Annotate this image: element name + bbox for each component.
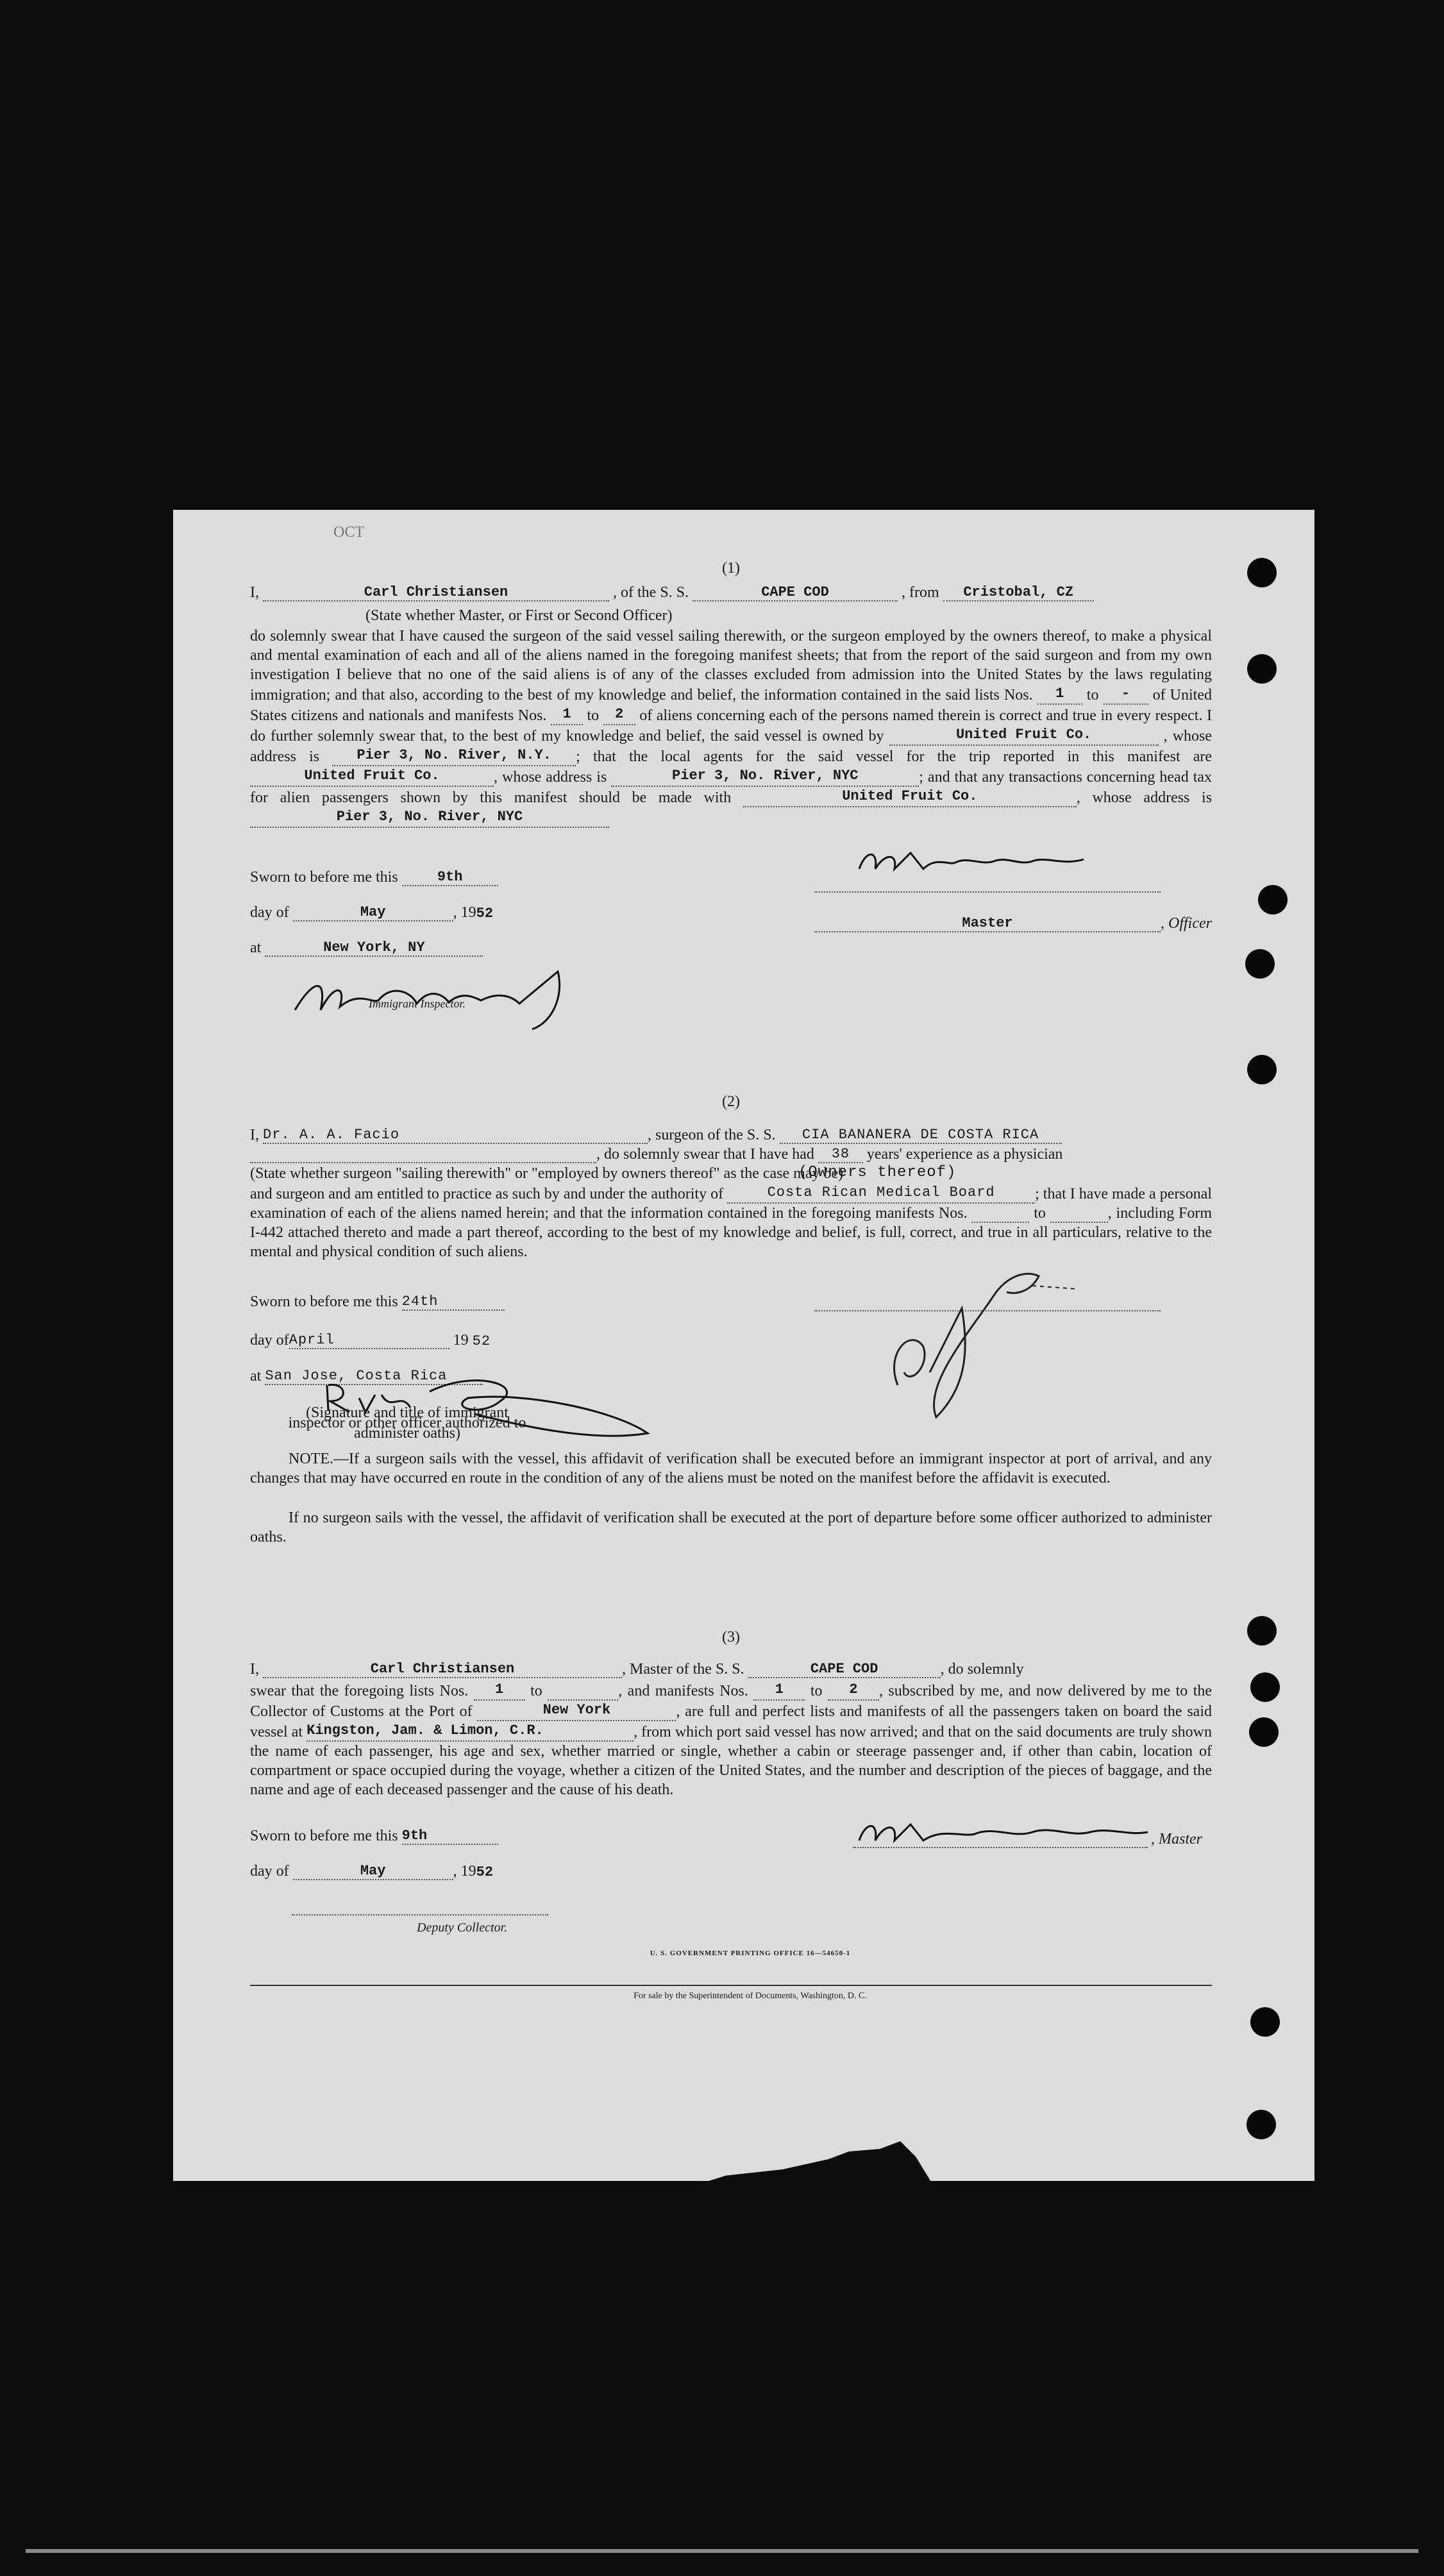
sec1-whose-address-3: , whose address is bbox=[1076, 789, 1213, 806]
sec2-body: and surgeon and am entitled to practice as such by and under the authority of Costa Rican Medical Board ; that I have made a personal examination of each of the aliens named herein; and that the information contained in the foregoing manifests Nos. to , including Form I-442 attached thereto and made a part thereof, according to the best of my knowledge and belief, is full, correct, and true in all particulars, relative to the mental and physical condition of such aliens. bbox=[250, 1184, 1213, 1260]
sec1-owned-by: the said vessel is owned by bbox=[710, 728, 884, 745]
faint-stamp: OCT bbox=[333, 524, 364, 541]
sec3-year-prefix: , 19 bbox=[453, 1863, 476, 1880]
sec2-body-c: foregoing manifests Nos. bbox=[811, 1205, 968, 1222]
sec2-year-prefix: 19 bbox=[453, 1332, 469, 1349]
sec2-years-line bbox=[250, 1146, 1062, 1163]
scan-edge-line bbox=[26, 2549, 1418, 2553]
sec3-ports-from: Kingston, Jam. & Limon, C.R. bbox=[306, 1721, 634, 1742]
sec1-port-from: Cristobal, CZ bbox=[943, 584, 1094, 602]
sec3-vessel: CAPE COD bbox=[748, 1661, 941, 1678]
sec1-oath-line bbox=[250, 584, 1094, 602]
sec2-note-2: If no surgeon sails with the vessel, the affidavit of verification shall be executed at the port of departure before some officer authorized to administer oaths. bbox=[250, 1510, 1212, 1545]
sec1-sworn-label: Sworn to before me this bbox=[250, 869, 398, 886]
sec1-sworn-line bbox=[250, 869, 498, 886]
sec2-blank-line bbox=[250, 1162, 596, 1163]
sec1-man-from: 1 bbox=[551, 705, 583, 725]
section-1-number: (1) bbox=[722, 560, 740, 577]
sec3-body-text: port said vessel has now arrived; and that on the said documents are truly shown the name of each passenger, his age and sex, whether married or single, whether a cabin or steerage passenger and, if other than cabin, location of compartment or space occupied during the voyage, whether a citizen of the United States, and the number and description of the pieces of baggage, and the name and age of each deceased passenger and the cause of his death. bbox=[250, 1724, 1212, 1798]
sec3-solemnly: , do solemnly bbox=[940, 1661, 1024, 1678]
sec2-years: 38 bbox=[818, 1146, 863, 1163]
sec3-date-line bbox=[250, 1863, 493, 1880]
sec2-oath-line bbox=[250, 1127, 1062, 1144]
sec1-agents: United Fruit Co. bbox=[250, 766, 494, 787]
sec2-note-label: NOTE. bbox=[289, 1451, 333, 1467]
sec3-oath-line bbox=[250, 1661, 1024, 1678]
sec3-master-label: , Master bbox=[1151, 1831, 1202, 1848]
sec3-sworn-line bbox=[250, 1828, 498, 1845]
sec1-local-agents: that the local agents for the said vessel for the trip reported in this manifest are bbox=[592, 748, 1213, 765]
punch-hole bbox=[1249, 1717, 1279, 1747]
sec3-year: 52 bbox=[476, 1864, 494, 1880]
sec1-lists-from: 1 bbox=[1037, 684, 1082, 705]
gpo-imprint: U. S. GOVERNMENT PRINTING OFFICE 16—54650-1 bbox=[650, 1949, 851, 1957]
punch-hole bbox=[1245, 949, 1275, 979]
punch-hole bbox=[1250, 2007, 1280, 2037]
sec3-man-from: 1 bbox=[753, 1680, 805, 1701]
sec2-month: April bbox=[289, 1332, 449, 1349]
sec3-delivered: delivered by me to the Collector of Customs at the Port of bbox=[250, 1683, 1213, 1720]
sec3-to-2: to bbox=[810, 1683, 823, 1699]
sec3-from-which: , from which bbox=[634, 1724, 713, 1740]
sec1-body: do solemnly swear that I have caused the surgeon of the said vessel sailing therewith, or the surgeon employed by the owners thereof, to make a physical and mental examination of each and all of the aliens named in the foregoing manifest sheets; that from the report of the said surgeon and from my own investigation I believe that no one of the said aliens is of any of the classes excluded from admission into the United States by the laws regulating immigration; and that also, according to the best of my knowledge and belief, the information contained in the said lists Nos. 1 to - of United States citizens and nationals and manifests Nos. 1 to 2 of aliens concerning each of the persons named therein is correct and true in every respect. I do further solemnly swear that, to the best of my knowledge and belief, the said vessel is owned by United Fruit Co. , whose address is Pier 3, No. River, N.Y. ; that the local agents for the said vessel for the trip reported in this manifest are United Fruit Co. , whose address is Pier 3, No. River, NYC ; and that any transactions concerning head tax for alien passengers shown by this manifest should be made with United Fruit Co. , whose address is Pier 3, No. River, NYC bbox=[250, 627, 1212, 828]
sec1-at-label: at bbox=[250, 939, 262, 956]
sec1-from-label: , from bbox=[902, 584, 939, 601]
sec2-note-1: —If a surgeon sails with the vessel, this affidavit of verification shall be executed before an immigrant inspector at port of arrival, and any changes that may have occurred en route in the condition of any of the aliens must be noted on the manifest before the affidavit is executed. bbox=[250, 1451, 1212, 1486]
section-3-number: (3) bbox=[722, 1629, 740, 1646]
sec3-collector-label: Deputy Collector. bbox=[417, 1921, 508, 1935]
sec2-place: San Jose, Costa Rica bbox=[265, 1368, 483, 1385]
sec2-i-label: I, bbox=[250, 1127, 259, 1143]
sec1-body-text: do solemnly swear that I have caused the surgeon of the said vessel sailing therewith, or the surgeon employed by the owners thereof, to make a physical and mental examination of each and all of the aliens named in the foregoing manifest sheets; that from the report of the said surgeon and from my own investigation I believe that no one of the said aliens is of any of the classes excluded from admission into the United States by the laws regulating immigration; and that also, according to the best of my knowledge and belief, the information contained in the said lists Nos. bbox=[250, 628, 1212, 703]
sec3-sworn-day: 9th bbox=[402, 1828, 498, 1845]
sec3-subscribed: , subscribed by me, and now bbox=[878, 1683, 1063, 1699]
punch-hole bbox=[1247, 558, 1277, 587]
sec3-full-perfect: , are full and perfect lists and bbox=[676, 1703, 862, 1720]
sec1-date-line bbox=[250, 904, 493, 922]
sec1-officer-label: , Officer bbox=[1161, 915, 1212, 932]
sec2-owners: (Owners thereof) bbox=[798, 1164, 957, 1181]
collector-sign-line bbox=[292, 1914, 548, 1915]
sec1-lists-to: - bbox=[1104, 684, 1148, 705]
sec1-agents-address: Pier 3, No. River, NYC bbox=[611, 766, 919, 787]
sec1-month: May bbox=[293, 904, 453, 922]
sec3-i-label: I, bbox=[250, 1661, 259, 1678]
sec1-place: New York, NY bbox=[265, 939, 483, 957]
sec1-passengers: passengers shown by this manifest should be made with bbox=[321, 789, 732, 806]
sec2-surgeon-name: Dr. A. A. Facio bbox=[263, 1127, 648, 1144]
sec1-of-the-ss: , of the S. S. bbox=[613, 584, 689, 601]
sec3-body bbox=[250, 1680, 1212, 1799]
sec2-years-exp: years' experience as a physician bbox=[866, 1146, 1063, 1163]
sec3-man-to: 2 bbox=[828, 1680, 879, 1701]
sec1-of-aliens: of aliens concerning each of the persons named bbox=[639, 707, 934, 724]
punch-hole bbox=[1247, 1616, 1277, 1646]
sec2-body-d: , including Form I-442 attached thereto and made a part thereof, according to the best of my knowledge and belief, is full, correct, and true in all particulars, relative to the mental and physical condition of such aliens. bbox=[250, 1205, 1213, 1260]
sec2-sworn-label: Sworn to before me this bbox=[250, 1293, 398, 1310]
sec1-to: to bbox=[1086, 687, 1099, 703]
sec1-head-tax: ; and that any transactions concerning head tax for alien bbox=[250, 769, 1213, 806]
sec3-sworn-label: Sworn to before me this bbox=[250, 1828, 398, 1844]
manifest-page bbox=[173, 510, 1314, 2181]
sec2-year: 52 bbox=[472, 1333, 491, 1349]
sec2-solemnly: , do solemnly swear that I have had bbox=[596, 1146, 814, 1163]
punch-hole bbox=[1250, 1672, 1280, 1702]
sec1-year: 52 bbox=[476, 905, 494, 922]
sec1-owner: United Fruit Co. bbox=[889, 725, 1159, 746]
sec3-swear-lists: swear that the foregoing lists Nos. bbox=[250, 1683, 469, 1699]
sec1-man-to: 2 bbox=[603, 705, 635, 725]
sec3-day-of: day of bbox=[250, 1863, 289, 1880]
sec2-sworn-line bbox=[250, 1293, 505, 1311]
sale-notice: For sale by the Superintendent of Documents, Washington, D. C. bbox=[634, 1991, 867, 2001]
sec1-of-us: of United States citizens and nationals and manifests Nos. bbox=[250, 687, 1212, 724]
sec2-date-line bbox=[250, 1332, 491, 1349]
punch-hole bbox=[1258, 885, 1288, 914]
sec1-i-label: I, bbox=[250, 584, 259, 601]
sec1-day-of: day of bbox=[250, 904, 289, 921]
sec2-to: to bbox=[1034, 1205, 1046, 1222]
sec1-officer-hint: (State whether Master, or First or Second Officer) bbox=[365, 607, 673, 624]
sec1-tax-party: United Fruit Co. bbox=[743, 787, 1077, 807]
master-sign-line-3 bbox=[853, 1847, 1148, 1848]
punch-hole bbox=[1247, 2110, 1276, 2139]
sec2-at-label: at bbox=[250, 1368, 262, 1385]
sec2-man-to bbox=[1050, 1222, 1108, 1223]
sec1-to-2: to bbox=[587, 707, 600, 724]
sec1-year-prefix: , 19 bbox=[453, 904, 476, 921]
punch-hole bbox=[1247, 654, 1277, 684]
sec1-whose-address: , whose address is bbox=[250, 728, 1213, 765]
sec2-body-b: that I have made a personal examination of each of the aliens named herein; and that the information contained in the bbox=[250, 1186, 1213, 1222]
torn-edge bbox=[680, 2139, 936, 2190]
sec2-vessel: CIA BANANERA DE COSTA RICA bbox=[780, 1127, 1062, 1144]
sec3-manifests-all: manifests of all the passengers taken on board the said vessel at bbox=[250, 1703, 1212, 1740]
sec2-note bbox=[250, 1449, 1212, 1488]
sec1-inspector-label: Immigrant Inspector. bbox=[369, 997, 466, 1010]
sec1-body-b: therein is correct and true in every respect. I do further solemnly swear that, to the best of my knowledge and belief, bbox=[250, 707, 1212, 745]
master-signature-1 bbox=[853, 843, 1096, 885]
sec1-whose-address-2: whose address is bbox=[502, 769, 607, 786]
surgeon-signature bbox=[872, 1257, 1077, 1427]
sec3-month: May bbox=[293, 1863, 453, 1880]
sec2-day-of: day of bbox=[250, 1332, 289, 1349]
section-2-number: (2) bbox=[722, 1093, 740, 1110]
sec3-to: to bbox=[530, 1683, 542, 1699]
inspector-signature bbox=[289, 965, 673, 1039]
sec3-master-of: , Master of the S. S. bbox=[622, 1661, 744, 1678]
sec1-officer-name: Carl Christiansen bbox=[263, 584, 609, 602]
sec1-rank: Master bbox=[814, 915, 1161, 932]
sec2-surgeon-of: , surgeon of the S. S. bbox=[648, 1127, 776, 1143]
sec1-officer-line bbox=[814, 915, 1212, 932]
sec2-hint: (State whether surgeon "sailing therewith" or "employed by owners thereof" as the case may be) bbox=[250, 1165, 844, 1182]
sec2-man-from bbox=[971, 1222, 1029, 1223]
sec1-tax-address: Pier 3, No. River, NYC bbox=[250, 807, 609, 828]
sec2-sig-hint: (Signature and title of immigrant inspector or other officer authorized to administer oaths) bbox=[288, 1404, 526, 1442]
sec1-owner-address: Pier 3, No. River, N.Y. bbox=[332, 746, 576, 766]
sec3-master-name: Carl Christiansen bbox=[263, 1661, 622, 1678]
sec1-vessel: CAPE COD bbox=[693, 584, 898, 602]
punch-hole bbox=[1247, 1055, 1277, 1084]
footer-rule bbox=[250, 1985, 1212, 1986]
sec1-place-line bbox=[250, 939, 483, 957]
sec1-sworn-day: 9th bbox=[402, 869, 498, 886]
sec2-authority: Costa Rican Medical Board bbox=[727, 1183, 1035, 1204]
officer-sign-line bbox=[814, 891, 1161, 893]
sec3-lists-from: 1 bbox=[474, 1680, 525, 1701]
sec2-sworn-day: 24th bbox=[402, 1293, 505, 1311]
sec2-body-a: and surgeon and am entitled to practice as such by and under the authority of bbox=[250, 1186, 724, 1202]
sec3-port: New York bbox=[477, 1701, 676, 1721]
sec3-manifests: , and manifests Nos. bbox=[618, 1683, 748, 1699]
